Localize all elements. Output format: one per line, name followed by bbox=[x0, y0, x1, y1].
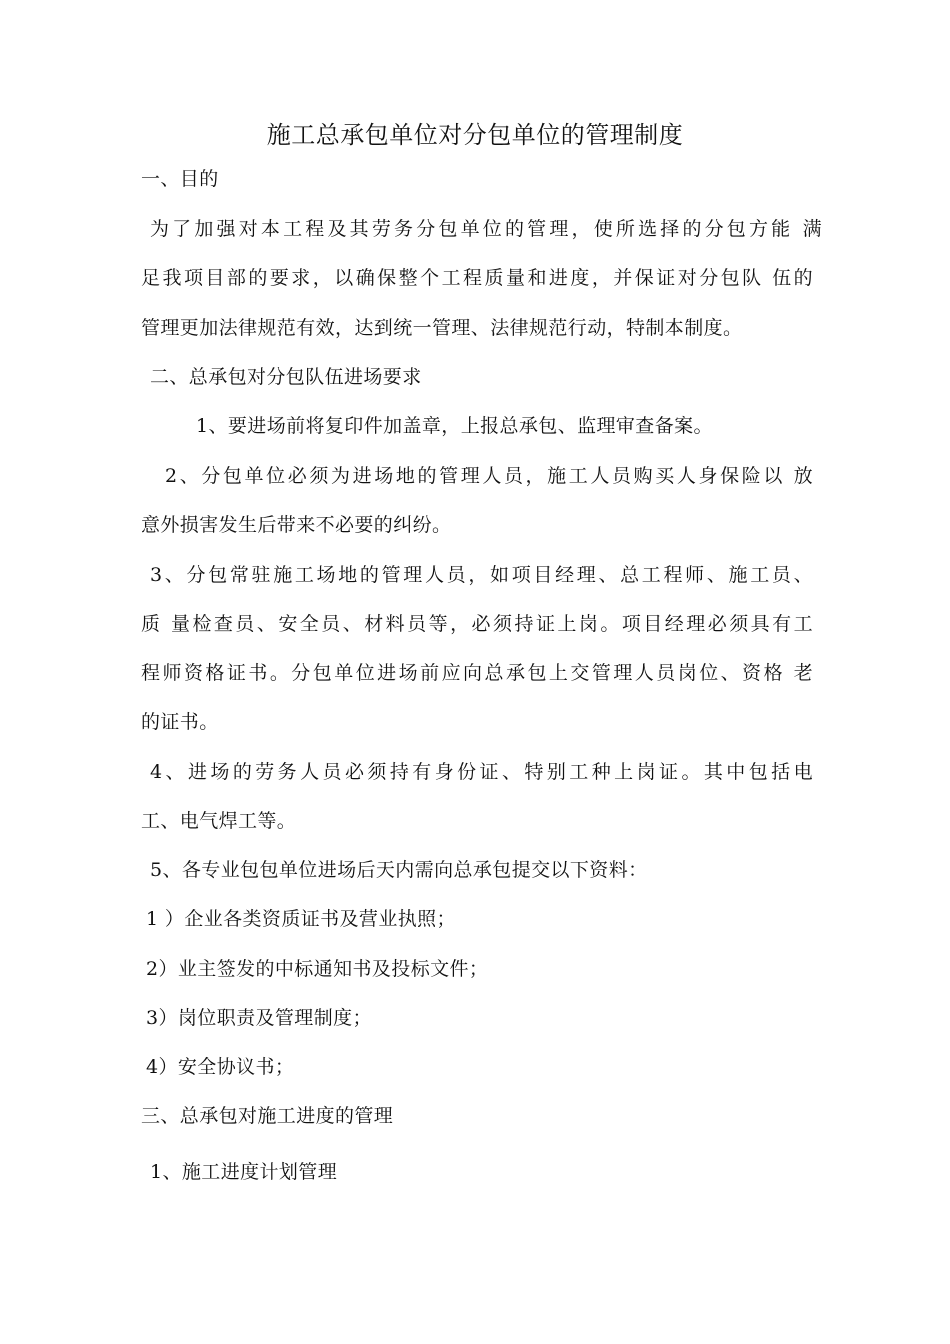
list-item: 1 ）企业各类资质证书及营业执照； bbox=[146, 908, 456, 930]
paragraph-line: 意外损害发生后带来不必要的纠纷。 bbox=[141, 514, 452, 536]
section-heading-purpose: 一、目的 bbox=[141, 168, 219, 190]
list-item: 3）岗位职责及管理制度； bbox=[146, 1007, 372, 1029]
document-title: 施工总承包单位对分包单位的管理制度 bbox=[266, 121, 684, 149]
paragraph-line: 质 量检查员、安全员、材料员等，必须持证上岗。项目经理必须具有工 bbox=[141, 613, 813, 635]
list-item: 4、进场的劳务人员必须持有身份证、特别工种上岗证。其中包括电 bbox=[150, 761, 813, 783]
section-heading-schedule-management: 三、总承包对施工进度的管理 bbox=[141, 1105, 394, 1127]
list-item: 1、要进场前将复印件加盖章，上报总承包、监理审查备案。 bbox=[196, 415, 713, 437]
paragraph-line: 为了加强对本工程及其劳务分包单位的管理，使所选择的分包方能 满 bbox=[150, 218, 822, 240]
paragraph-line: 管理更加法律规范有效，达到统一管理、法律规范行动，特制本制度。 bbox=[141, 317, 743, 339]
list-item: 5、各专业包包单位进场后天内需向总承包提交以下资料： bbox=[150, 859, 648, 881]
paragraph-line: 的证书。 bbox=[141, 711, 219, 733]
paragraph-line: 足我项目部的要求，以确保整个工程质量和进度，并保证对分包队 伍的 bbox=[141, 267, 813, 289]
section-heading-entry-requirements: 二、总承包对分包队伍进场要求 bbox=[150, 366, 422, 388]
list-item: 3、分包常驻施工场地的管理人员，如项目经理、总工程师、施工员、 bbox=[150, 564, 813, 586]
paragraph-line: 程师资格证书。分包单位进场前应向总承包上交管理人员岗位、资格 老 bbox=[141, 662, 813, 684]
list-item: 2）业主签发的中标通知书及投标文件； bbox=[146, 958, 489, 980]
list-item: 2、分包单位必须为进场地的管理人员，施工人员购买人身保险以 放 bbox=[165, 465, 813, 487]
list-item: 4）安全协议书； bbox=[146, 1056, 295, 1078]
list-item: 1、施工进度计划管理 bbox=[150, 1161, 338, 1183]
paragraph-line: 工、电气焊工等。 bbox=[141, 810, 297, 832]
